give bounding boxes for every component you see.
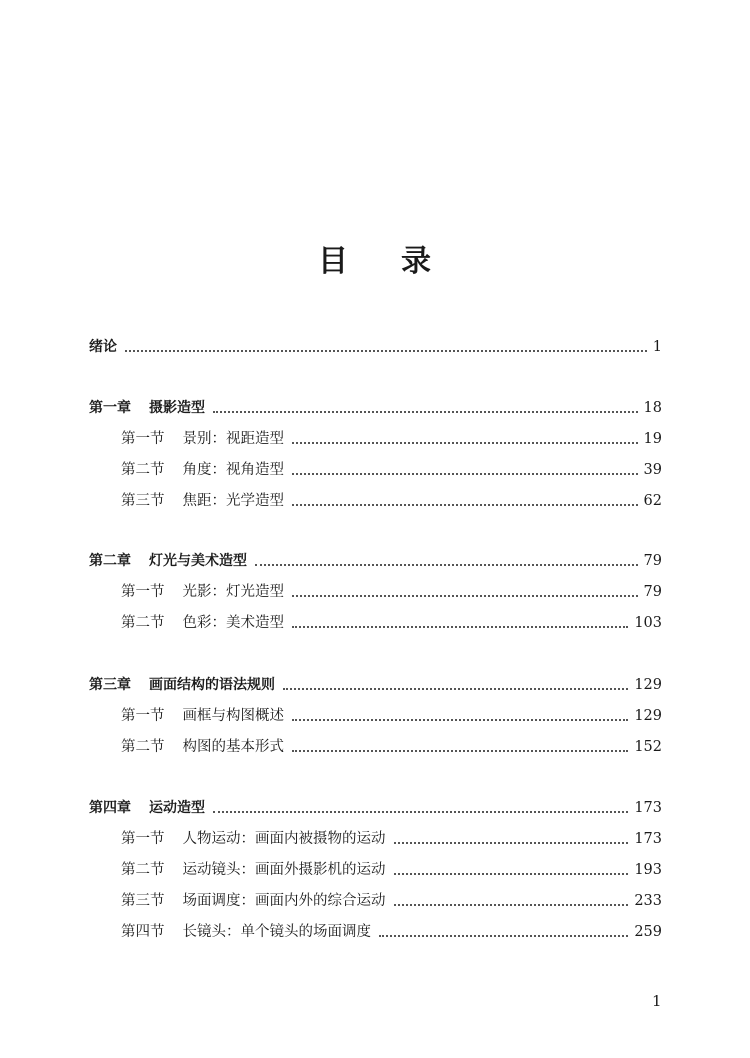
- toc-entry-chapter[interactable]: [89, 797, 662, 819]
- toc-page-number: 79: [643, 553, 662, 569]
- dot-leader: [213, 811, 628, 813]
- dot-leader: [292, 626, 628, 628]
- toc-entry-section[interactable]: [121, 581, 662, 603]
- dot-leader: [292, 504, 638, 506]
- toc-entry-section[interactable]: [121, 859, 662, 881]
- toc-page-number: 233: [634, 893, 662, 909]
- toc-entry-intro[interactable]: [89, 336, 662, 358]
- section-title: 色彩：美术造型: [182, 615, 284, 631]
- toc-page-number: 39: [643, 462, 662, 478]
- dot-leader: [292, 750, 628, 752]
- section-title: 运动镜头：画面外摄影机的运动: [182, 862, 386, 878]
- toc-entry-section[interactable]: [121, 705, 662, 727]
- toc-entry-section[interactable]: [121, 736, 662, 758]
- dot-leader: [213, 411, 638, 413]
- toc-entry-chapter[interactable]: [89, 550, 662, 572]
- toc-page-number: 79: [643, 584, 662, 600]
- toc-entry-section[interactable]: [121, 490, 662, 512]
- dot-leader: [292, 719, 628, 721]
- dot-leader: [394, 842, 629, 844]
- section-title: 角度：视角造型: [182, 462, 284, 478]
- toc-page-number: 1: [652, 339, 662, 355]
- dot-leader: [283, 688, 628, 690]
- section-number: 第三节: [121, 493, 165, 509]
- toc-entry-chapter[interactable]: [89, 397, 662, 419]
- section-number: 第二节: [121, 462, 165, 478]
- chapter-number: 第二章: [89, 553, 131, 569]
- toc-entry-section[interactable]: [121, 921, 662, 943]
- title-char: 目: [318, 244, 349, 279]
- section-number: 第四节: [121, 924, 165, 940]
- dot-leader: [394, 904, 629, 906]
- section-number: 第一节: [121, 708, 165, 724]
- section-title: 长镜头：单个镜头的场面调度: [182, 924, 371, 940]
- chapter-title: 画面结构的语法规则: [149, 677, 275, 693]
- chapter-number: 第四章: [89, 800, 131, 816]
- toc-page-number: 259: [634, 924, 662, 940]
- toc-page-number: 173: [634, 800, 662, 816]
- section-number: 第二节: [121, 615, 165, 631]
- dot-leader: [292, 595, 638, 597]
- section-title: 光影：灯光造型: [182, 584, 284, 600]
- section-title: 画框与构图概述: [182, 708, 284, 724]
- toc-page-number: 62: [643, 493, 662, 509]
- toc-entry-section[interactable]: [121, 890, 662, 912]
- dot-leader: [255, 564, 638, 566]
- dot-leader: [292, 473, 638, 475]
- toc-entry-section[interactable]: [121, 459, 662, 481]
- section-number: 第一节: [121, 584, 165, 600]
- section-title: 焦距：光学造型: [182, 493, 284, 509]
- section-number: 第二节: [121, 739, 165, 755]
- dot-leader: [125, 350, 647, 352]
- dot-leader: [394, 873, 629, 875]
- toc-entry-section[interactable]: [121, 828, 662, 850]
- toc-entry-label: 绪论: [89, 339, 117, 355]
- section-title: 人物运动：画面内被摄物的运动: [182, 831, 386, 847]
- chapter-title: 灯光与美术造型: [149, 553, 247, 569]
- title-char: 录: [401, 244, 432, 279]
- toc-page-number: 103: [634, 615, 662, 631]
- chapter-title: 摄影造型: [149, 400, 205, 416]
- section-title: 景别：视距造型: [182, 431, 284, 447]
- section-title: 场面调度：画面内外的综合运动: [182, 893, 386, 909]
- section-title: 构图的基本形式: [182, 739, 284, 755]
- toc-entry-section[interactable]: [121, 612, 662, 634]
- dot-leader: [292, 442, 638, 444]
- page-number: 1: [652, 992, 662, 1010]
- chapter-number: 第一章: [89, 400, 131, 416]
- dot-leader: [379, 935, 628, 937]
- toc-entry-chapter[interactable]: [89, 674, 662, 696]
- section-number: 第一节: [121, 831, 165, 847]
- chapter-number: 第三章: [89, 677, 131, 693]
- toc-page-number: 193: [634, 862, 662, 878]
- toc-entry-section[interactable]: [121, 428, 662, 450]
- toc-page-number: 152: [634, 739, 662, 755]
- toc-page-number: 129: [634, 677, 662, 693]
- toc-page-number: 19: [643, 431, 662, 447]
- toc-page-number: 18: [643, 400, 662, 416]
- section-number: 第一节: [121, 431, 165, 447]
- section-number: 第三节: [121, 893, 165, 909]
- toc-page-number: 129: [634, 708, 662, 724]
- chapter-title: 运动造型: [149, 800, 205, 816]
- toc-page-number: 173: [634, 831, 662, 847]
- section-number: 第二节: [121, 862, 165, 878]
